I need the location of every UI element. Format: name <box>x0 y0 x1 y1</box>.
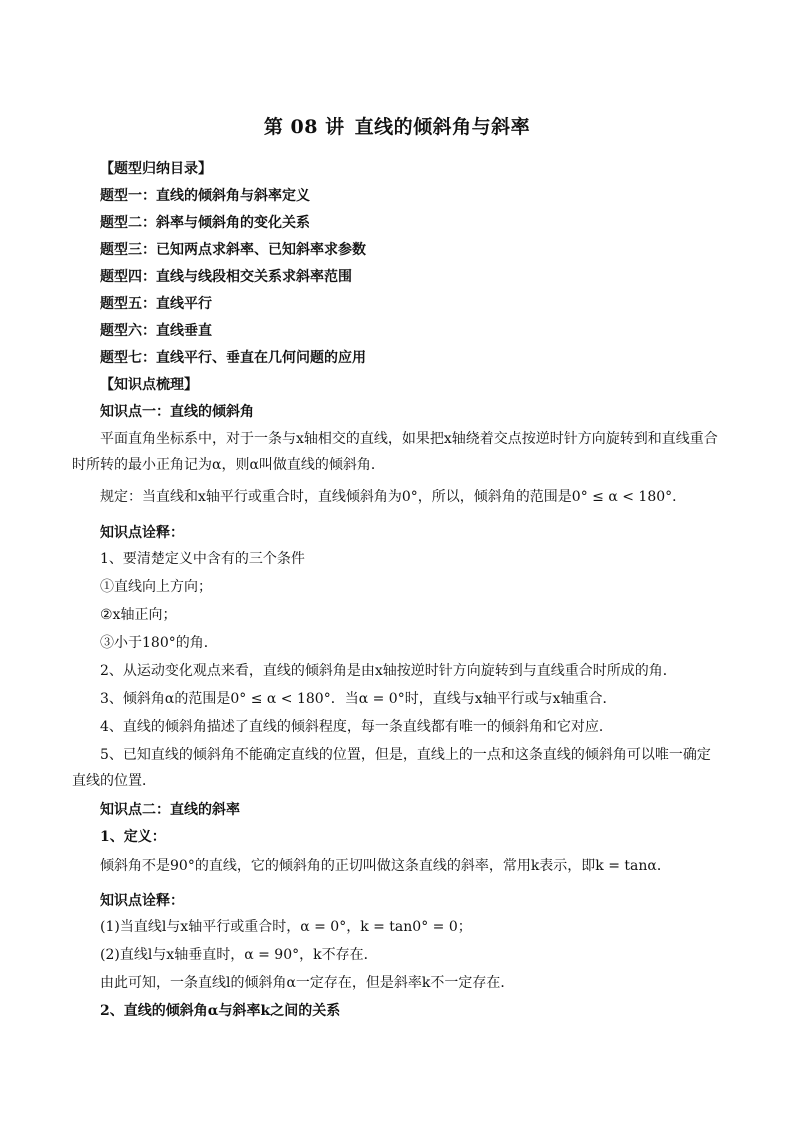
knowledge-point-1-rule: 规定：当直线和x轴平行或重合时，直线倾斜角为0°，所以，倾斜角的范围是0° ≤ α < 180°． <box>100 489 687 505</box>
knowledge-point-2-title: 知识点二：直线的斜率 <box>100 802 240 818</box>
catalog-item: 题型五：直线平行 <box>100 296 212 312</box>
knowledge-point-2-definition: 倾斜角不是90°的直线，它的倾斜角的正切叫做这条直线的斜率，常用k表示，即k = tanα． <box>100 858 671 874</box>
knowledge-point-2-definition-title: 1、定义： <box>100 829 166 845</box>
lecture-topic: 直线的倾斜角与斜率 <box>354 116 531 138</box>
note-item: 3、倾斜角α的范围是0° ≤ α < 180°．当α = 0°时，直线与x轴平行或与x轴重合． <box>100 691 617 707</box>
knowledge-point-2-subsection-title: 2、直线的倾斜角α与斜率k之间的关系 <box>100 1003 341 1019</box>
knowledge-heading: 【知识点梳理】 <box>100 377 198 393</box>
catalog-item: 题型一：直线的倾斜角与斜率定义 <box>100 188 310 204</box>
lecture-number: 第 08 讲 <box>263 116 345 138</box>
note-item: 由此可知，一条直线l的倾斜角α一定存在，但是斜率k不一定存在． <box>100 975 515 991</box>
note-item: ①直线向上方向； <box>100 579 212 595</box>
catalog-item: 题型七：直线平行、垂直在几何问题的应用 <box>100 350 366 366</box>
knowledge-point-1-note-title: 知识点诠释： <box>100 525 184 541</box>
note-item: 2、从运动变化观点来看，直线的倾斜角是由x轴按逆时针方向旋转到与直线重合时所成的角． <box>100 663 677 679</box>
note-item: 4、直线的倾斜角描述了直线的倾斜程度，每一条直线都有唯一的倾斜角和它对应． <box>100 719 613 735</box>
knowledge-point-1-definition: 平面直角坐标系中，对于一条与x轴相交的直线，如果把x轴绕着交点按逆时针方向旋转到和直线重合时所转的最小正角记为α，则α叫做直线的倾斜角． <box>72 431 718 473</box>
page-title <box>0 112 794 139</box>
note-item: 1、要清楚定义中含有的三个条件 <box>100 551 305 567</box>
knowledge-point-2-note-title: 知识点诠释： <box>100 893 184 909</box>
catalog-item: 题型二：斜率与倾斜角的变化关系 <box>100 215 310 231</box>
catalog-heading: 【题型归纳目录】 <box>100 161 212 177</box>
catalog-item: 题型四：直线与线段相交关系求斜率范围 <box>100 269 352 285</box>
knowledge-point-1-title: 知识点一：直线的倾斜角 <box>100 404 254 420</box>
note-item: ③小于180°的角． <box>100 635 218 651</box>
catalog-item: 题型三：已知两点求斜率、已知斜率求参数 <box>100 242 366 258</box>
note-item: 5、已知直线的倾斜角不能确定直线的位置，但是，直线上的一点和这条直线的倾斜角可以唯一确定直线的位置． <box>72 747 711 789</box>
catalog-item: 题型六：直线垂直 <box>100 323 212 339</box>
note-item: (1)当直线l与x轴平行或重合时，α = 0°，k = tan0° = 0； <box>100 919 472 935</box>
note-item: (2)直线l与x轴垂直时，α = 90°，k不存在． <box>100 947 378 963</box>
note-item: ②x轴正向； <box>100 607 177 623</box>
